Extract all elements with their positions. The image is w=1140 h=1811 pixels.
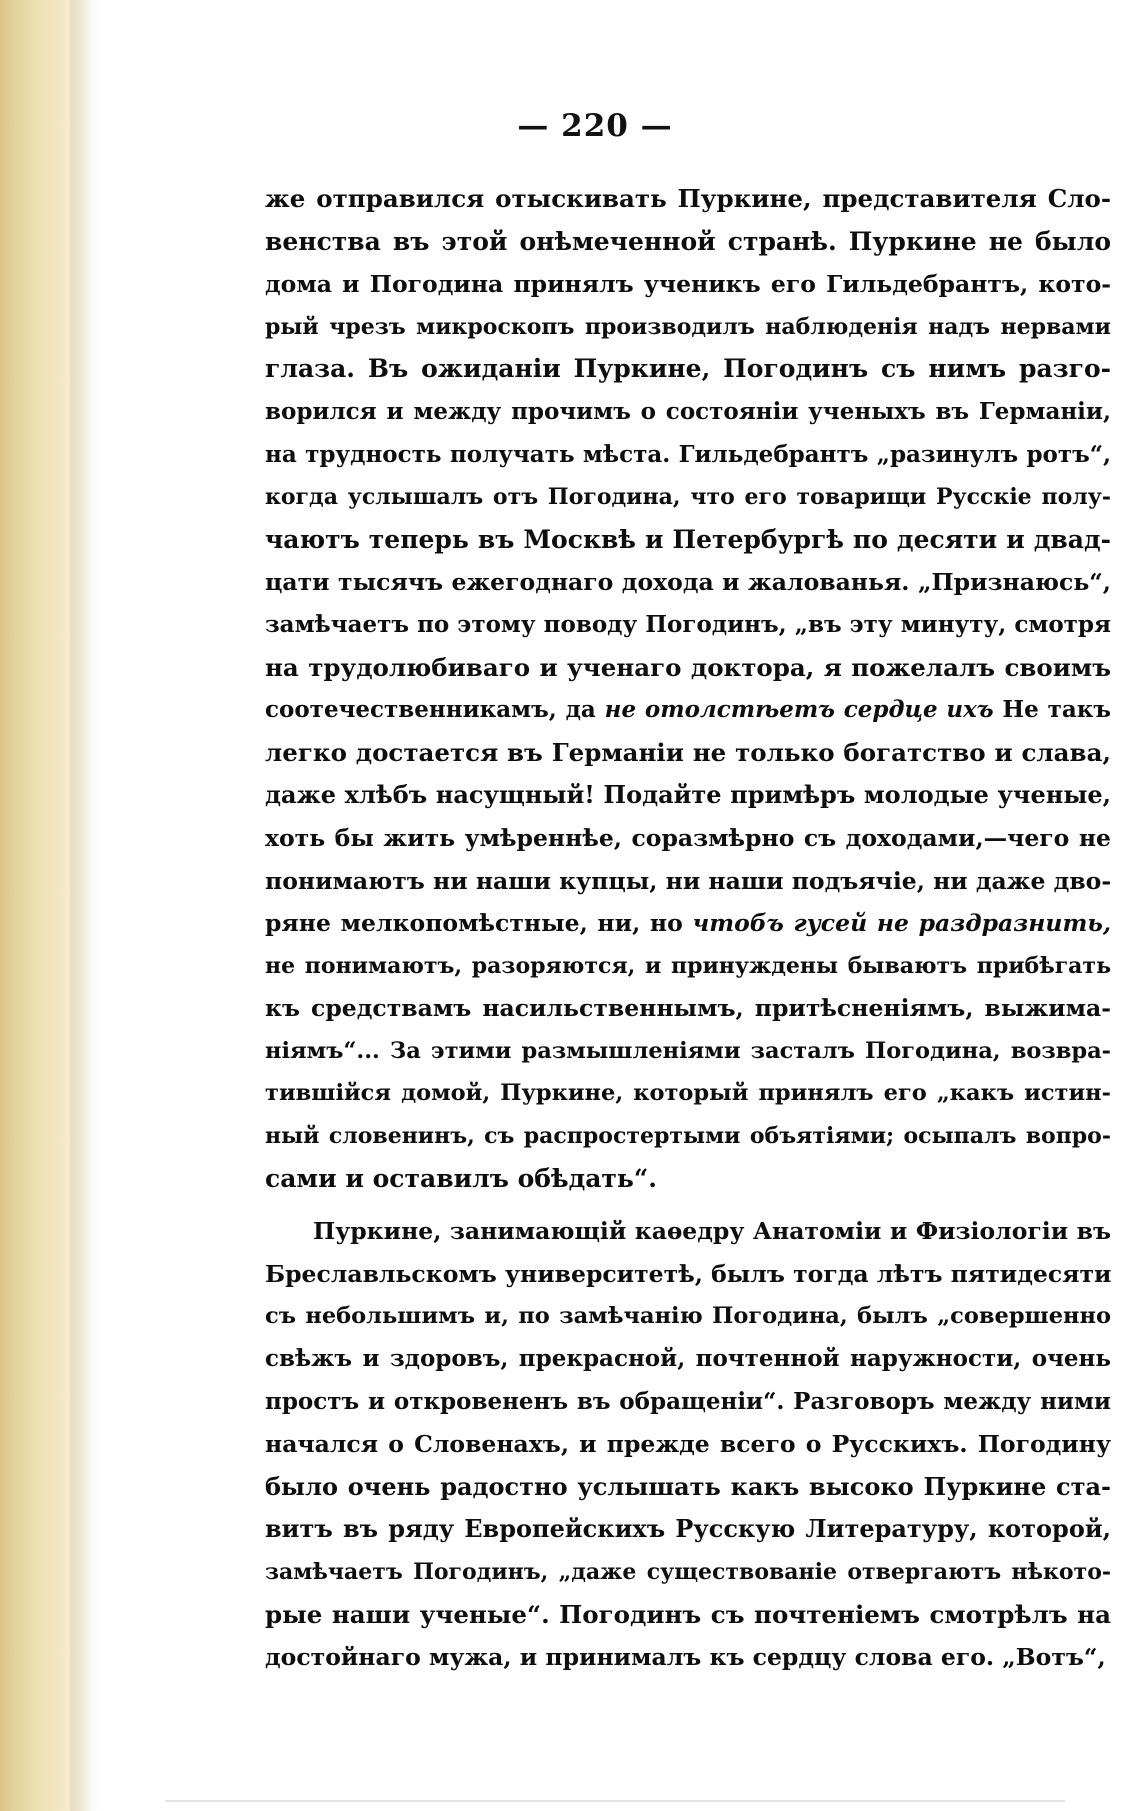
- text-run: дома и Погодина принялъ ученикъ его Гильдебрантъ, кото-: [265, 270, 1111, 299]
- text-line: [265, 604, 1111, 647]
- gutter-shadow: [70, 0, 100, 1811]
- text-run: понимаютъ ни наши купцы, ни наши подъячіе, ни даже дво-: [265, 866, 1112, 895]
- text-line: [265, 732, 1111, 775]
- text-line: [265, 1072, 1111, 1115]
- text-run: съ небольшимъ и, по замѣчанію Погодина, былъ „совершенно: [265, 1303, 1111, 1330]
- text-line: [265, 1253, 1111, 1296]
- text-run: легко достается въ Германіи не только богатство и слава,: [265, 737, 1111, 767]
- text-run: замѣчаетъ Погодинъ, „даже существованіе отвергаютъ нѣкото-: [265, 1559, 1111, 1585]
- text-run: Бреславльскомъ университетѣ, былъ тогда лѣтъ пятидесяти: [265, 1259, 1112, 1288]
- text-line: [265, 519, 1111, 562]
- text-run: витъ въ ряду Европейскихъ Русскую Литературу, которой,: [265, 1514, 1111, 1544]
- text-line: [265, 860, 1111, 903]
- text-run: Пуркине, занимающій каѳедру Анатоміи и Физіологіи въ: [313, 1217, 1111, 1246]
- text-line: [265, 263, 1111, 306]
- text-line: [265, 391, 1111, 434]
- text-run: Не такъ: [993, 696, 1111, 724]
- italic-text: чтобъ гусей не раздразнить,: [692, 909, 1111, 938]
- paragraph-gap: [265, 1200, 1111, 1210]
- text-run: же отправился отыскивать Пуркине, представителя Сло-: [265, 184, 1111, 213]
- text-line: [265, 221, 1111, 264]
- text-line: [265, 178, 1111, 221]
- text-line: [265, 1636, 1111, 1679]
- text-line: [265, 1115, 1111, 1158]
- text-run: рый чрезъ микроскопъ производилъ наблюденія надъ нервами: [265, 313, 1111, 340]
- text-run: къ средствамъ насильственнымъ, притѣсненіямъ, выжима-: [265, 994, 1111, 1023]
- text-run: на трудолюбиваго и ученаго доктора, я пожелалъ своимъ: [265, 652, 1111, 682]
- text-run: сами и оставилъ обѣдать“.: [265, 1163, 657, 1193]
- text-run: чаютъ теперь въ Москвѣ и Петербургѣ по десяти и двад-: [265, 524, 1111, 554]
- text-run: венства въ этой онѣмеченной странѣ. Пуркине не было: [265, 226, 1111, 256]
- text-line: [265, 1295, 1111, 1338]
- text-run: соотечественникамъ, да: [265, 696, 605, 724]
- text-line: [265, 1508, 1111, 1551]
- text-line: [265, 1210, 1111, 1253]
- text-run: было очень радостно услышать какъ высоко Пуркине ста-: [265, 1471, 1111, 1501]
- text-run: рые наши ученые“. Погодинъ съ почтеніемъ смотрѣлъ на: [265, 1599, 1111, 1629]
- paragraph: [265, 1210, 1111, 1679]
- text-line: [265, 1594, 1111, 1637]
- text-run: достойнаго мужа, и принималъ къ сердцу слова его. „Вотъ“,: [265, 1643, 1106, 1672]
- text-run: тившійся домой, Пуркине, который принялъ его „какъ истин-: [265, 1080, 1111, 1107]
- paragraph: [265, 178, 1111, 1200]
- text-run: когда услышалъ отъ Погодина, что его товарищи Русскіе полу-: [265, 484, 1111, 511]
- text-run: на трудность получать мѣста. Гильдебрантъ „разинулъ ротъ“,: [265, 440, 1111, 468]
- text-line: [265, 1423, 1111, 1466]
- text-run: ворился и между прочимъ о состояніи ученыхъ въ Германіи,: [265, 397, 1111, 425]
- text-line: [265, 1030, 1111, 1073]
- text-run: цати тысячъ ежегоднаго дохода и жалованья. „Признаюсь“,: [265, 568, 1111, 597]
- text-line: [265, 1551, 1111, 1594]
- text-line: [265, 561, 1111, 604]
- text-run: ніямъ“... За этими размышленіями засталъ Погодина, возвра-: [265, 1037, 1111, 1064]
- text-run: глаза. Въ ожиданіи Пуркине, Погодинъ съ нимъ разго-: [265, 354, 1111, 384]
- text-line: [265, 647, 1111, 690]
- text-run: ряне мелкопомѣстные, ни, но: [265, 909, 693, 938]
- text-run: простъ и откровененъ въ обращеніи“. Разговоръ между ними: [265, 1387, 1111, 1415]
- text-run: не понимаютъ, разоряются, и принуждены бываютъ прибѣгать: [265, 952, 1111, 979]
- text-line: [265, 987, 1111, 1030]
- text-line: [265, 1381, 1111, 1424]
- text-line: [265, 774, 1111, 817]
- text-line: [265, 945, 1111, 988]
- text-run: замѣчаетъ по этому поводу Погодинъ, „въ эту минуту, смотря: [265, 610, 1111, 638]
- text-line: [265, 476, 1111, 519]
- body-text: [265, 178, 1111, 1679]
- bottom-rule: [165, 1800, 1065, 1802]
- text-line: [265, 434, 1111, 477]
- text-run: ный словенинъ, съ распростертыми объятіями; осыпалъ вопро-: [265, 1123, 1111, 1150]
- text-line: [265, 348, 1111, 391]
- text-run: хоть бы жить умѣреннѣе, соразмѣрно съ доходами,—чего не: [265, 823, 1111, 852]
- text-line: [265, 306, 1111, 349]
- text-run: начался о Словенахъ, и прежде всего о Русскихъ. Погодину: [265, 1430, 1111, 1459]
- text-line: [265, 902, 1111, 945]
- text-line: [265, 1466, 1111, 1509]
- italic-text: не отолстѣетъ сердце ихъ: [604, 696, 994, 724]
- text-line: [265, 817, 1111, 860]
- text-run: свѣжъ и здоровъ, прекрасной, почтенной наружности, очень: [265, 1345, 1111, 1373]
- text-line: [265, 1158, 1111, 1201]
- text-line: [265, 689, 1111, 732]
- page-number: — 220 —: [517, 108, 673, 144]
- text-run: даже хлѣбъ насущный! Подайте примѣръ молодые ученые,: [265, 780, 1111, 810]
- text-line: [265, 1338, 1111, 1381]
